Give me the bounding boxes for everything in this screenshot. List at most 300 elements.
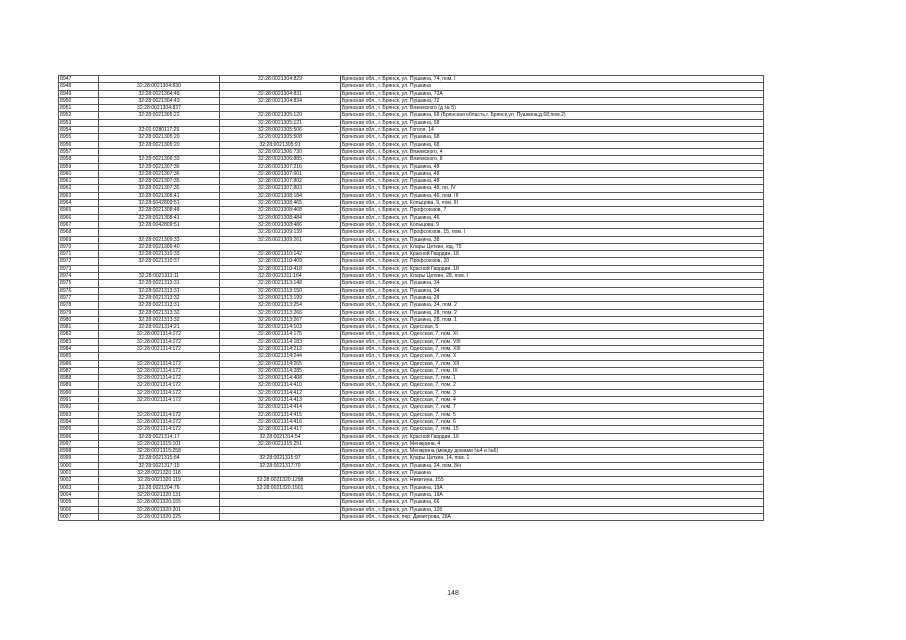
land-cadastral-number-cell: 32:28:0021309:40 bbox=[99, 243, 220, 250]
table-row bbox=[59, 163, 764, 170]
building-cadastral-number-cell: 32:28:0021314:412 bbox=[220, 389, 341, 396]
row-number-cell: 8961 bbox=[59, 178, 99, 185]
address-cell: Брянская обл., г. Брянск, ул. Одесская, 7, пом. 3 bbox=[341, 389, 764, 396]
building-cadastral-number-cell: 32:28:0021308:486 bbox=[220, 221, 341, 228]
land-cadastral-number-cell: 32:28:0021314:172 bbox=[99, 397, 220, 404]
table-row bbox=[59, 185, 764, 192]
address-cell: Брянская обл., г. Брянск, ул. Гоголя, 14 bbox=[341, 127, 764, 134]
building-cadastral-number-cell: 32:28:0021313:254 bbox=[220, 302, 341, 309]
table-row bbox=[59, 221, 764, 228]
land-cadastral-number-cell: 32:28:0021304:48 bbox=[99, 90, 220, 97]
table-row bbox=[59, 404, 764, 411]
land-cadastral-number-cell: 32:28:0042809:51 bbox=[99, 200, 220, 207]
table-row bbox=[59, 382, 764, 389]
land-cadastral-number-cell bbox=[99, 353, 220, 360]
row-number-cell: 8967 bbox=[59, 221, 99, 228]
table-row bbox=[59, 105, 764, 112]
land-cadastral-number-cell: 32:28:0021307:36 bbox=[99, 163, 220, 170]
land-cadastral-number-cell: 32:28:0021320:155 bbox=[99, 499, 220, 506]
building-cadastral-number-cell bbox=[220, 448, 341, 455]
building-cadastral-number-cell: 32:28:0021306:730 bbox=[220, 148, 341, 155]
table-row bbox=[59, 389, 764, 396]
table-row bbox=[59, 258, 764, 265]
address-cell: Брянская обл., г. Брянск, ул. Пушкина, 28, пом. 1 bbox=[341, 316, 764, 323]
row-number-cell: 8986 bbox=[59, 360, 99, 367]
table-row bbox=[59, 367, 764, 374]
table-row bbox=[59, 338, 764, 345]
building-cadastral-number-cell: 32:28:0021308:468 bbox=[220, 207, 341, 214]
row-number-cell: 8968 bbox=[59, 229, 99, 236]
land-cadastral-number-cell: 32:28:0021308:48 bbox=[99, 207, 220, 214]
building-cadastral-number-cell bbox=[220, 105, 341, 112]
building-cadastral-number-cell: 32:28:0021313:266 bbox=[220, 309, 341, 316]
building-cadastral-number-cell: 32:28:0021305:120 bbox=[220, 112, 341, 119]
address-cell: Брянская обл., г. Брянск, ул. Пушкина, 12б bbox=[341, 506, 764, 513]
building-cadastral-number-cell: 32:28:0021313:199 bbox=[220, 294, 341, 301]
address-cell: Брянская обл., г. Брянск, ул. Одесская, 7, пом. VIII bbox=[341, 338, 764, 345]
address-cell: Брянская обл., г. Брянск, ул. Одесская, 7, пом. 6 bbox=[341, 418, 764, 425]
land-cadastral-number-cell: 32:28:0021320:118 bbox=[99, 470, 220, 477]
building-cadastral-number-cell: 32:28:0021308:484 bbox=[220, 214, 341, 221]
row-number-cell: 8958 bbox=[59, 156, 99, 163]
building-cadastral-number-cell: 32:28:0021307:216 bbox=[220, 163, 341, 170]
row-number-cell: 8996 bbox=[59, 433, 99, 440]
row-number-cell: 9000 bbox=[59, 462, 99, 469]
table-row bbox=[59, 470, 764, 477]
address-cell: Брянская обл., г. Брянск, ул. Пушкина, 74, пом. I bbox=[341, 76, 764, 83]
address-cell: Брянская обл., г. Брянск, ул. Вяземского, 8 bbox=[341, 156, 764, 163]
building-cadastral-number-cell: 32:28:0021305:91 bbox=[220, 141, 341, 148]
address-cell: Брянская обл., г. Брянск, ул. Пушкина, 66 bbox=[341, 499, 764, 506]
land-cadastral-number-cell: 32:28:0021308:41 bbox=[99, 192, 220, 199]
building-cadastral-number-cell: 32:28:0021310:142 bbox=[220, 251, 341, 258]
address-cell: Брянская обл., г. Брянск, ул. Одесская, 5 bbox=[341, 324, 764, 331]
building-cadastral-number-cell: 32:28:0021314:213 bbox=[220, 345, 341, 352]
row-number-cell: 8969 bbox=[59, 236, 99, 243]
row-number-cell: 8960 bbox=[59, 170, 99, 177]
table-row bbox=[59, 455, 764, 462]
address-cell: Брянская обл., г. Брянск, ул. Одесская, 7, пом. 7 bbox=[341, 404, 764, 411]
row-number-cell: 9003 bbox=[59, 484, 99, 491]
address-cell: Брянская обл., г. Брянск, ул. Пушкина, 28 bbox=[341, 294, 764, 301]
building-cadastral-number-cell: 32:28:0021314:416 bbox=[220, 418, 341, 425]
row-number-cell: 8974 bbox=[59, 273, 99, 280]
address-cell: Брянская обл., г. Брянск, ул. Пушкина, 48 bbox=[341, 170, 764, 177]
table-row bbox=[59, 287, 764, 294]
registry-table-container bbox=[58, 75, 764, 521]
table-row bbox=[59, 506, 764, 513]
address-cell: Брянская обл., г. Брянск, ул. Пушкина bbox=[341, 470, 764, 477]
address-cell: Брянская обл., г. Брянск, ул. Пушкина, 68 (Брянская область,г. Брянск,ул. Пушкина,д.68,пом.2) bbox=[341, 112, 764, 119]
address-cell: Брянская обл., г. Брянск, ул. Пушкина, 72А bbox=[341, 90, 764, 97]
address-cell: Брянская обл., г. Брянск, ул. Пушкина, 68 bbox=[341, 119, 764, 126]
address-cell: Брянская обл., г. Брянск, ул. Пушкина, 48 bbox=[341, 178, 764, 185]
address-cell: Брянская обл., г. Брянск, ул. Одесская, 7, пом. X bbox=[341, 353, 764, 360]
table-row bbox=[59, 214, 764, 221]
table-row bbox=[59, 513, 764, 520]
row-number-cell: 8978 bbox=[59, 302, 99, 309]
table-row bbox=[59, 331, 764, 338]
table-row bbox=[59, 462, 764, 469]
building-cadastral-number-cell bbox=[220, 513, 341, 520]
building-cadastral-number-cell: 32:28:0021304:831 bbox=[220, 90, 341, 97]
address-cell: Брянская обл., г. Брянск, ул. Красной Гвардии, 18 bbox=[341, 251, 764, 258]
land-cadastral-number-cell: 32:28:0021320:131 bbox=[99, 491, 220, 498]
land-cadastral-number-cell: 32:28:0021313:31 bbox=[99, 287, 220, 294]
row-number-cell: 8982 bbox=[59, 331, 99, 338]
land-cadastral-number-cell: 32:28:0021320:225 bbox=[99, 513, 220, 520]
building-cadastral-number-cell: 32:28:0021310:418 bbox=[220, 265, 341, 272]
address-cell: Брянская обл., г. Брянск, ул. Никитина, 155 bbox=[341, 477, 764, 484]
row-number-cell: 9007 bbox=[59, 513, 99, 520]
building-cadastral-number-cell: 32:28:0021314:408 bbox=[220, 375, 341, 382]
land-cadastral-number-cell bbox=[99, 148, 220, 155]
building-cadastral-number-cell: 32:28:0021315:97 bbox=[220, 455, 341, 462]
row-number-cell: 8954 bbox=[59, 127, 99, 134]
address-cell: Брянская обл., г. Брянск, ул. Копыцова, 9 bbox=[341, 221, 764, 228]
building-cadastral-number-cell: 32:28:0021304:829 bbox=[220, 76, 341, 83]
land-cadastral-number-cell: 32:28:0021315:84 bbox=[99, 455, 220, 462]
table-row bbox=[59, 484, 764, 491]
address-cell: Брянская обл., г. Брянск, ул. Пушкина, 68 bbox=[341, 141, 764, 148]
land-cadastral-number-cell: 32:28:0021314:172 bbox=[99, 338, 220, 345]
land-cadastral-number-cell: 32:28:0021314:172 bbox=[99, 367, 220, 374]
row-number-cell: 8989 bbox=[59, 382, 99, 389]
land-cadastral-number-cell bbox=[99, 404, 220, 411]
table-row bbox=[59, 426, 764, 433]
address-cell: Брянская обл., г. Брянск, ул. Одесская, 7, пом. 4 bbox=[341, 397, 764, 404]
row-number-cell: 8977 bbox=[59, 294, 99, 301]
table-row bbox=[59, 207, 764, 214]
address-cell: Брянская обл., г. Брянск, ул. Красной Гвардии, 16 bbox=[341, 433, 764, 440]
table-row bbox=[59, 112, 764, 119]
building-cadastral-number-cell bbox=[220, 499, 341, 506]
row-number-cell: 9002 bbox=[59, 477, 99, 484]
row-number-cell: 8983 bbox=[59, 338, 99, 345]
address-cell: Брянская обл., г. Брянск, ул. Пушкина, 46 bbox=[341, 214, 764, 221]
land-cadastral-number-cell: 32:28:0021320:119 bbox=[99, 477, 220, 484]
row-number-cell: 8950 bbox=[59, 97, 99, 104]
land-cadastral-number-cell: 32:28:0021314:172 bbox=[99, 360, 220, 367]
land-cadastral-number-cell bbox=[99, 229, 220, 236]
address-cell: Брянская обл., г. Брянск, ул. Пушкина, 34, пом. 2 bbox=[341, 302, 764, 309]
land-cadastral-number-cell: 32:28:0021313:31 bbox=[99, 302, 220, 309]
address-cell: Брянская обл., г. Брянск, ул. Менжрина, 4 bbox=[341, 440, 764, 447]
building-cadastral-number-cell: 32:28:0021314:285 bbox=[220, 367, 341, 374]
table-row bbox=[59, 448, 764, 455]
row-number-cell: 8992 bbox=[59, 404, 99, 411]
building-cadastral-number-cell: 32:28:0021305:121 bbox=[220, 119, 341, 126]
table-row bbox=[59, 411, 764, 418]
building-cadastral-number-cell: 32:28:0021314:175 bbox=[220, 331, 341, 338]
address-cell: Брянская обл., г. Брянск, ул. Пушкина, 48 bbox=[341, 163, 764, 170]
table-row bbox=[59, 324, 764, 331]
land-cadastral-number-cell: 32:28:0021307:35 bbox=[99, 178, 220, 185]
row-number-cell: 8949 bbox=[59, 90, 99, 97]
building-cadastral-number-cell: 32:28:0021314:415 bbox=[220, 411, 341, 418]
row-number-cell: 8963 bbox=[59, 192, 99, 199]
building-cadastral-number-cell: 32:28:0021314:183 bbox=[220, 338, 341, 345]
row-number-cell: 8952 bbox=[59, 112, 99, 119]
row-number-cell: 8965 bbox=[59, 207, 99, 214]
table-row bbox=[59, 477, 764, 484]
address-cell: Брянская обл., г. Брянск, ул. Одесская, 7, пом. IX bbox=[341, 367, 764, 374]
row-number-cell: 8951 bbox=[59, 105, 99, 112]
building-cadastral-number-cell: 32:28:0021308:184 bbox=[220, 192, 341, 199]
row-number-cell: 9006 bbox=[59, 506, 99, 513]
address-cell: Брянская обл., г. Брянск, ул. Пушкина, 34 bbox=[341, 287, 764, 294]
row-number-cell: 8972 bbox=[59, 258, 99, 265]
row-number-cell: 8993 bbox=[59, 411, 99, 418]
building-cadastral-number-cell: 32:28:0021314:414 bbox=[220, 404, 341, 411]
table-row bbox=[59, 76, 764, 83]
building-cadastral-number-cell bbox=[220, 83, 341, 90]
land-cadastral-number-cell: 32:28:0021314:172 bbox=[99, 382, 220, 389]
address-cell: Брянская обл., г. Брянск, ул. Менжрина (между домами №4 и №6) bbox=[341, 448, 764, 455]
land-cadastral-number-cell: 32:28:0021314:172 bbox=[99, 345, 220, 352]
address-cell: Брянская обл., г. Брянск, ул. Одесская, 7, пом. XIII bbox=[341, 345, 764, 352]
table-row bbox=[59, 119, 764, 126]
row-number-cell: 8955 bbox=[59, 134, 99, 141]
building-cadastral-number-cell: 32:28:0021309:139 bbox=[220, 229, 341, 236]
building-cadastral-number-cell: 32:28:0021310:409 bbox=[220, 258, 341, 265]
building-cadastral-number-cell bbox=[220, 491, 341, 498]
land-cadastral-number-cell bbox=[99, 119, 220, 126]
table-row bbox=[59, 418, 764, 425]
land-cadastral-number-cell: 32:28:0021314:172 bbox=[99, 389, 220, 396]
building-cadastral-number-cell: 32:28:0021314:417 bbox=[220, 426, 341, 433]
land-cadastral-number-cell: 32:28:0021306:33 bbox=[99, 156, 220, 163]
table-row bbox=[59, 345, 764, 352]
building-cadastral-number-cell: 32:28:0021314:103 bbox=[220, 324, 341, 331]
row-number-cell: 8981 bbox=[59, 324, 99, 331]
address-cell: Брянская обл., г. Брянск, ул. Красной Гвардии, 18 bbox=[341, 265, 764, 272]
land-cadastral-number-cell: 32:28:0021307:35 bbox=[99, 185, 220, 192]
land-cadastral-number-cell: 32:28:0021310:37 bbox=[99, 258, 220, 265]
building-cadastral-number-cell: 32:28:0021304:834 bbox=[220, 97, 341, 104]
building-cadastral-number-cell: 32:28:0021306:885 bbox=[220, 156, 341, 163]
building-cadastral-number-cell: 32:28:0021307:601 bbox=[220, 170, 341, 177]
row-number-cell: 8999 bbox=[59, 455, 99, 462]
address-cell: Брянская обл., г. Брянск, ул. Пушкина, 28, пом. 2 bbox=[341, 309, 764, 316]
row-number-cell: 8959 bbox=[59, 163, 99, 170]
address-cell: Брянская обл., г. Брянск, ул. Пушкина, 48, пн. IV bbox=[341, 185, 764, 192]
address-cell: Брянская обл., г. Брянск, ул. Одесская, 7, пом. XII bbox=[341, 360, 764, 367]
row-number-cell: 8948 bbox=[59, 83, 99, 90]
building-cadastral-number-cell: 32:28:0021320:1501 bbox=[220, 484, 341, 491]
land-cadastral-number-cell: 32:28:0021305:20 bbox=[99, 134, 220, 141]
building-cadastral-number-cell: 32:28:0021309:261 bbox=[220, 236, 341, 243]
row-number-cell: 8987 bbox=[59, 367, 99, 374]
registry-table-body bbox=[59, 76, 764, 521]
building-cadastral-number-cell: 32:28:0021307:802 bbox=[220, 178, 341, 185]
building-cadastral-number-cell: 32:28:0021314:265 bbox=[220, 360, 341, 367]
table-row bbox=[59, 265, 764, 272]
building-cadastral-number-cell bbox=[220, 506, 341, 513]
land-cadastral-number-cell: 32:28:0021304:837 bbox=[99, 105, 220, 112]
row-number-cell: 8947 bbox=[59, 76, 99, 83]
row-number-cell: 8998 bbox=[59, 448, 99, 455]
building-cadastral-number-cell bbox=[220, 470, 341, 477]
table-row bbox=[59, 229, 764, 236]
address-cell: Брянская обл., г. Брянск, ул. Пушкина, 19А bbox=[341, 484, 764, 491]
row-number-cell: 8994 bbox=[59, 418, 99, 425]
building-cadastral-number-cell: 32:28:0021317:70 bbox=[220, 462, 341, 469]
land-cadastral-number-cell: 32:28:0021313:32 bbox=[99, 316, 220, 323]
land-cadastral-number-cell: 32:28:0021305:20 bbox=[99, 141, 220, 148]
land-cadastral-number-cell: 32:28:0021304:43 bbox=[99, 97, 220, 104]
page-number: 148 bbox=[447, 590, 459, 597]
address-cell: Брянская обл., г. Брянск, ул. Одесская, 7, пом. 2 bbox=[341, 382, 764, 389]
land-cadastral-number-cell: 32:28:0021315:101 bbox=[99, 440, 220, 447]
row-number-cell: 8962 bbox=[59, 185, 99, 192]
table-row bbox=[59, 309, 764, 316]
table-row bbox=[59, 90, 764, 97]
table-row bbox=[59, 353, 764, 360]
table-row bbox=[59, 440, 764, 447]
address-cell: Брянская обл., г. Брянск, ул. Пушкина, 19А bbox=[341, 491, 764, 498]
land-cadastral-number-cell: 32:28:0021308:41 bbox=[99, 214, 220, 221]
land-cadastral-number-cell: 32:28:0021310:33 bbox=[99, 251, 220, 258]
land-cadastral-number-cell: 32:28:0021305:22 bbox=[99, 112, 220, 119]
land-cadastral-number-cell: 32:28:0021309:33 bbox=[99, 236, 220, 243]
land-cadastral-number-cell: 32:28:0021314:172 bbox=[99, 426, 220, 433]
table-row bbox=[59, 491, 764, 498]
building-cadastral-number-cell: 32:28:0021308:465 bbox=[220, 200, 341, 207]
table-row bbox=[59, 134, 764, 141]
address-cell: Брянская обл., г. Брянск, ул. Одесская, 7, пом. 1 bbox=[341, 375, 764, 382]
address-cell: Брянская обл., г. Брянск, ул. Вяземского, 4 bbox=[341, 148, 764, 155]
table-row bbox=[59, 280, 764, 287]
row-number-cell: 8995 bbox=[59, 426, 99, 433]
table-row bbox=[59, 178, 764, 185]
address-cell: Брянская обл., г. Брянск, ул. Одесская, 7, пом. XI bbox=[341, 331, 764, 338]
row-number-cell: 8970 bbox=[59, 243, 99, 250]
building-cadastral-number-cell: 32:28:0021305:508 bbox=[220, 134, 341, 141]
row-number-cell: 8966 bbox=[59, 214, 99, 221]
building-cadastral-number-cell: 32:28:0021313:150 bbox=[220, 287, 341, 294]
land-cadastral-number-cell: 32:28:0021314:172 bbox=[99, 411, 220, 418]
row-number-cell: 8990 bbox=[59, 389, 99, 396]
address-cell: Брянская обл., г. Брянск, ул. Пушкина bbox=[341, 83, 764, 90]
address-cell: Брянская обл., г. Брянск, ул. Профсоюзов, 7 bbox=[341, 207, 764, 214]
address-cell: Брянская обл., г. Брянск, ул. Вяземского (д № 5) bbox=[341, 105, 764, 112]
table-row bbox=[59, 127, 764, 134]
land-cadastral-number-cell: 32:28:0021314:172 bbox=[99, 418, 220, 425]
row-number-cell: 8984 bbox=[59, 345, 99, 352]
table-row bbox=[59, 433, 764, 440]
table-row bbox=[59, 83, 764, 90]
registry-table bbox=[58, 75, 764, 521]
table-row bbox=[59, 156, 764, 163]
row-number-cell: 8980 bbox=[59, 316, 99, 323]
land-cadastral-number-cell bbox=[99, 265, 220, 272]
table-row bbox=[59, 375, 764, 382]
address-cell: Брянская обл., г. Брянск, ул. Клары Цеткин, юд, Т5 bbox=[341, 243, 764, 250]
address-cell: Брянская обл., г. Брянск, ул. Копыцова, 9, пом. III bbox=[341, 200, 764, 207]
table-row bbox=[59, 397, 764, 404]
land-cadastral-number-cell: 32:28:0042809:51 bbox=[99, 221, 220, 228]
land-cadastral-number-cell: 32:28:0021307:36 bbox=[99, 170, 220, 177]
address-cell: Брянская обл., г. Брянск, ул. Одесская, 7, пом. 15 bbox=[341, 426, 764, 433]
table-row bbox=[59, 302, 764, 309]
table-row bbox=[59, 316, 764, 323]
table-row bbox=[59, 294, 764, 301]
row-number-cell: 8953 bbox=[59, 119, 99, 126]
land-cadastral-number-cell: 32:28:0021311:11 bbox=[99, 273, 220, 280]
land-cadastral-number-cell: 32:28:0021313:32 bbox=[99, 294, 220, 301]
building-cadastral-number-cell: 32:28:0021313:267 bbox=[220, 316, 341, 323]
land-cadastral-number-cell: 32:28:0021313:32 bbox=[99, 309, 220, 316]
row-number-cell: 8971 bbox=[59, 251, 99, 258]
address-cell: Брянская обл., г. Брянск, ул. Пушкина, 46, пом. III bbox=[341, 192, 764, 199]
row-number-cell: 9001 bbox=[59, 470, 99, 477]
row-number-cell: 8964 bbox=[59, 200, 99, 207]
address-cell: Брянская обл., г. Брянск, ул. Профсоюзов, 15, пом. I bbox=[341, 229, 764, 236]
table-row bbox=[59, 141, 764, 148]
building-cadastral-number-cell: 32:28:0021313:148 bbox=[220, 280, 341, 287]
row-number-cell: 8956 bbox=[59, 141, 99, 148]
table-row bbox=[59, 97, 764, 104]
address-cell: Брянская обл., г. Брянск, ул. Клары Цеткин, 14, пом. 1 bbox=[341, 455, 764, 462]
building-cadastral-number-cell: 32:28:0021307:803 bbox=[220, 185, 341, 192]
land-cadastral-number-cell: 32:28:0021304:830 bbox=[99, 83, 220, 90]
table-row bbox=[59, 236, 764, 243]
table-row bbox=[59, 499, 764, 506]
row-number-cell: 8985 bbox=[59, 353, 99, 360]
building-cadastral-number-cell: 32:28:0021320:1298 bbox=[220, 477, 341, 484]
row-number-cell: 8975 bbox=[59, 280, 99, 287]
address-cell: Брянская обл., г. Брянск, ул. Пушкина, 72 bbox=[341, 97, 764, 104]
building-cadastral-number-cell: 32:28:0021314:54 bbox=[220, 433, 341, 440]
row-number-cell: 8976 bbox=[59, 287, 99, 294]
table-row bbox=[59, 148, 764, 155]
table-row bbox=[59, 200, 764, 207]
row-number-cell: 8997 bbox=[59, 440, 99, 447]
land-cadastral-number-cell: 32:28:0021317:15 bbox=[99, 462, 220, 469]
land-cadastral-number-cell: 32:28:0021314:21 bbox=[99, 324, 220, 331]
land-cadastral-number-cell: 32:28:0021320:201 bbox=[99, 506, 220, 513]
land-cadastral-number-cell: 32:28:0021314:172 bbox=[99, 331, 220, 338]
address-cell: Брянская обл., г. Брянск, ул. Одесская, 7, пом. 5 bbox=[341, 411, 764, 418]
table-row bbox=[59, 360, 764, 367]
address-cell: Брянская обл., г. Брянск, ул. Пушкина, 68 bbox=[341, 134, 764, 141]
building-cadastral-number-cell: 32:28:0021314:244 bbox=[220, 353, 341, 360]
land-cadastral-number-cell: 32:28:0021204:76 bbox=[99, 484, 220, 491]
building-cadastral-number-cell: 32:28:0021314:410 bbox=[220, 382, 341, 389]
land-cadastral-number-cell bbox=[99, 76, 220, 83]
building-cadastral-number-cell: 32:28:0021315:251 bbox=[220, 440, 341, 447]
land-cadastral-number-cell: 32:28:0021315:258 bbox=[99, 448, 220, 455]
row-number-cell: 8957 bbox=[59, 148, 99, 155]
table-row bbox=[59, 243, 764, 250]
row-number-cell: 8979 bbox=[59, 309, 99, 316]
building-cadastral-number-cell: 32:28:0021314:413 bbox=[220, 397, 341, 404]
address-cell: Брянская обл., г. Брянск, ул. Пушкина, 24, пом. 8/н bbox=[341, 462, 764, 469]
building-cadastral-number-cell: 32:28:0021305:506 bbox=[220, 127, 341, 134]
table-row bbox=[59, 192, 764, 199]
land-cadastral-number-cell: 32:01:0280117:25 bbox=[99, 127, 220, 134]
address-cell: Брянская обл., г. Брянск, ул. Профсоюзов, 20 bbox=[341, 258, 764, 265]
address-cell: Брянская обл., г. Брянск, пер. Димитрова, 28А bbox=[341, 513, 764, 520]
land-cadastral-number-cell: 32:28:0021314:172 bbox=[99, 375, 220, 382]
building-cadastral-number-cell bbox=[220, 243, 341, 250]
address-cell: Брянская обл., г. Брянск, ул. Клары Цеткин, 28, пом. I bbox=[341, 273, 764, 280]
row-number-cell: 8988 bbox=[59, 375, 99, 382]
land-cadastral-number-cell: 32:28:0021314:17 bbox=[99, 433, 220, 440]
table-row bbox=[59, 251, 764, 258]
row-number-cell: 8973 bbox=[59, 265, 99, 272]
